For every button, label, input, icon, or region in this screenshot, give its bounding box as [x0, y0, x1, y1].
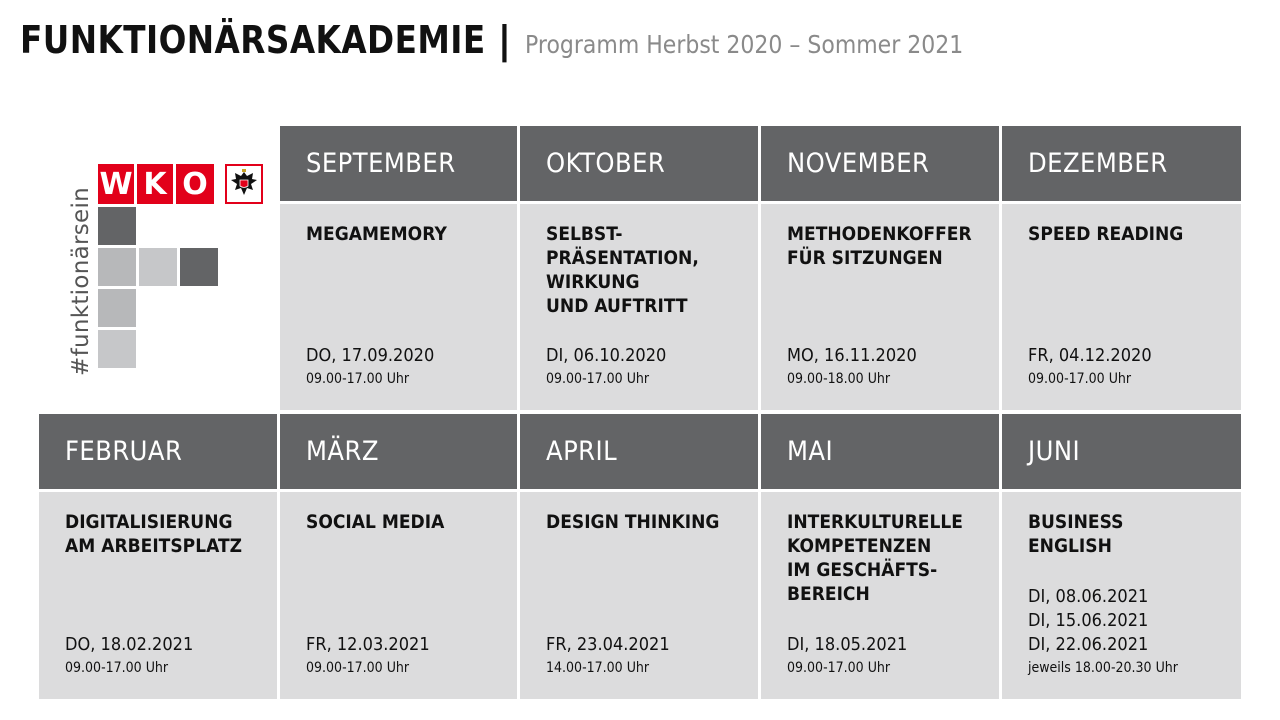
logo-square — [180, 248, 218, 286]
course-cell-maerz — [280, 492, 517, 699]
logo-letter-o: O — [176, 164, 214, 204]
month-header-november: NOVEMBER — [761, 126, 999, 201]
wko-logo — [98, 164, 214, 204]
course-title: MEGAMEMORY — [306, 223, 447, 245]
logo-square — [139, 248, 177, 286]
month-header-mai: MAI — [761, 414, 999, 489]
month-header-september: SEPTEMBER — [280, 126, 517, 201]
course-date: DI, 22.06.2021 — [1028, 634, 1149, 655]
course-title: METHODENKOFFER FÜR SITZUNGEN — [787, 223, 972, 269]
course-time: 09.00-17.00 Uhr — [787, 660, 891, 676]
course-cell-mai — [761, 492, 999, 699]
course-time: 09.00-17.00 Uhr — [306, 371, 410, 387]
course-title: SOCIAL MEDIA — [306, 511, 445, 533]
course-time: 09.00-17.00 Uhr — [306, 660, 410, 676]
course-title: INTERKULTURELLE KOMPETENZEN IM GESCHÄFTS- BEREICH — [787, 511, 963, 605]
course-date: DO, 18.02.2021 — [65, 634, 194, 655]
course-time: 09.00-17.00 Uhr — [546, 371, 650, 387]
course-time: 09.00-17.00 Uhr — [1028, 371, 1132, 387]
month-header-april: APRIL — [520, 414, 758, 489]
logo-letter-k: K — [137, 164, 173, 204]
course-cell-november — [761, 204, 999, 410]
page-title: FUNKTIONÄRSAKADEMIE — [20, 18, 486, 62]
course-time: 09.00-17.00 Uhr — [65, 660, 169, 676]
course-date: DI, 18.05.2021 — [787, 634, 908, 655]
logo-square — [98, 289, 136, 327]
course-title: DIGITALISIERUNG AM ARBEITSPLATZ — [65, 511, 243, 557]
course-time: jeweils 18.00-20.30 Uhr — [1028, 660, 1178, 676]
course-title: SELBST- PRÄSENTATION, WIRKUNG UND AUFTRITT — [546, 223, 699, 317]
hashtag-vertical-text: #funktionärsein — [68, 186, 94, 376]
course-cell-februar — [39, 492, 277, 699]
month-header-oktober: OKTOBER — [520, 126, 758, 201]
course-date: DI, 15.06.2021 — [1028, 610, 1149, 631]
course-cell-dezember — [1002, 204, 1241, 410]
course-title: DESIGN THINKING — [546, 511, 720, 533]
course-date: DO, 17.09.2020 — [306, 345, 435, 366]
month-header-dezember: DEZEMBER — [1002, 126, 1241, 201]
eagle-crest-icon — [225, 164, 263, 204]
course-date: DI, 06.10.2020 — [546, 345, 667, 366]
course-cell-juni — [1002, 492, 1241, 699]
logo-letter-w: W — [98, 164, 134, 204]
course-cell-april — [520, 492, 758, 699]
logo-square — [98, 248, 136, 286]
course-time: 14.00-17.00 Uhr — [546, 660, 650, 676]
course-date: MO, 16.11.2020 — [787, 345, 917, 366]
course-date: FR, 04.12.2020 — [1028, 345, 1152, 366]
title-separator: | — [497, 18, 512, 62]
course-title: SPEED READING — [1028, 223, 1184, 245]
course-title: BUSINESS ENGLISH — [1028, 511, 1124, 557]
course-date: FR, 23.04.2021 — [546, 634, 670, 655]
logo-square — [98, 330, 136, 368]
course-cell-oktober — [520, 204, 758, 410]
month-header-maerz: MÄRZ — [280, 414, 517, 489]
month-header-juni: JUNI — [1002, 414, 1241, 489]
page-header — [20, 18, 1023, 68]
course-date: FR, 12.03.2021 — [306, 634, 430, 655]
course-date: DI, 08.06.2021 — [1028, 586, 1149, 607]
course-cell-september — [280, 204, 517, 410]
page-subtitle: Programm Herbst 2020 – Sommer 2021 — [525, 30, 964, 59]
course-time: 09.00-18.00 Uhr — [787, 371, 891, 387]
month-header-februar: FEBRUAR — [39, 414, 277, 489]
logo-square — [98, 207, 136, 245]
